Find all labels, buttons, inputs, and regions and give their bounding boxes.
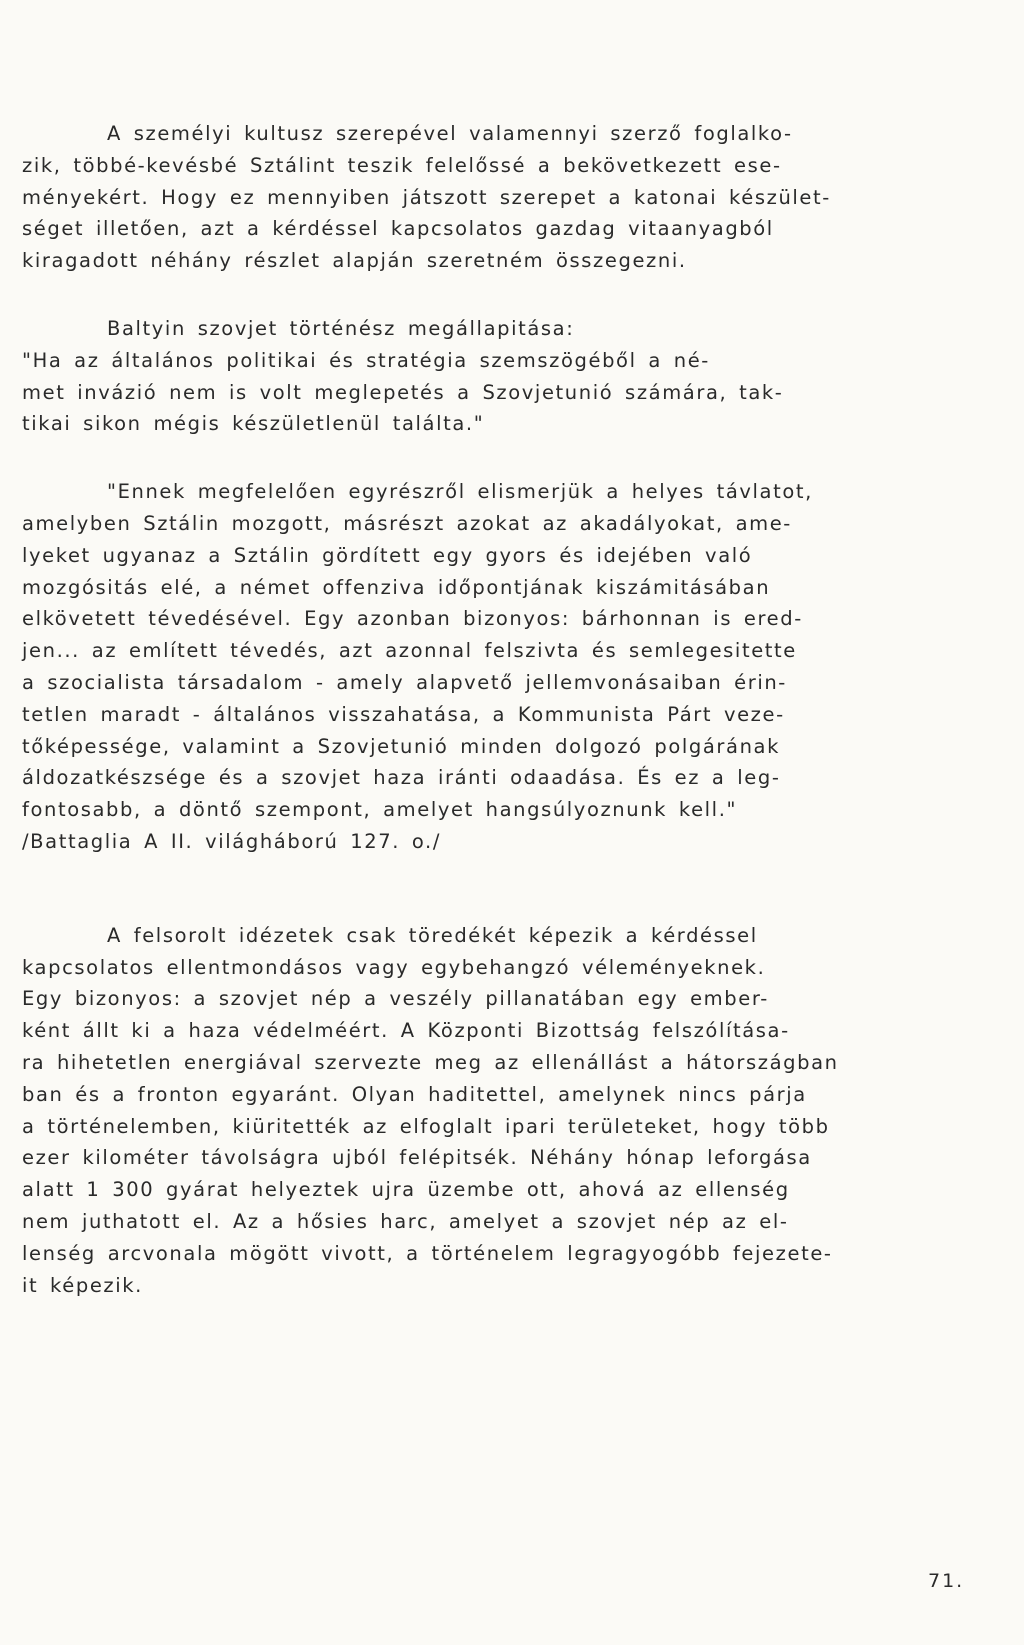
paragraph-2	[22, 313, 1000, 440]
text-line: tőképessége, valamint a Szovjetunió minden dolgozó polgárának	[22, 734, 780, 758]
text-line: zik, többé-kevésbé Sztálint teszik felelőssé a bekövetkezett ese-	[22, 153, 782, 177]
text-line: ezer kilométer távolságra ujból felépitsék. Néhány hónap leforgása	[22, 1146, 812, 1170]
text-line: alatt 1 300 gyárat helyeztek ujra üzembe ott, ahová az ellenség	[22, 1178, 790, 1202]
text-line: fontosabb, a döntő szempont, amelyet hangsúlyoznunk kell."	[22, 798, 738, 822]
text-line: it képezik.	[22, 1273, 143, 1297]
text-line: A felsorolt idézetek csak töredékét képezik a kérdéssel	[107, 923, 758, 947]
text-line: elkövetett tévedésével. Egy azonban bizonyos: bárhonnan is ered-	[22, 607, 803, 631]
text-line: a szocialista társadalom - amely alapvető jellemvonásaiban érin-	[22, 670, 787, 694]
text-line: met invázió nem is volt meglepetés a Szovjetunió számára, tak-	[22, 380, 784, 404]
text-line: amelyben Sztálin mozgott, másrészt azokat az akadályokat, ame-	[22, 511, 792, 535]
page-number: 71.	[928, 1570, 965, 1592]
text-line: kapcsolatos ellentmondásos vagy egybehangzó véleményeknek.	[22, 955, 766, 979]
text-line: ra hihetetlen energiával szervezte meg az ellenállást a hátországban	[22, 1050, 839, 1074]
paragraph-4	[22, 920, 1000, 1302]
text-line: Egy bizonyos: a szovjet nép a veszély pillanatában egy ember-	[22, 987, 769, 1011]
text-line: áldozatkészsége és a szovjet haza iránti odaadása. És ez a leg-	[22, 766, 781, 790]
citation: /Battaglia A II. világháború 127. o./	[22, 829, 442, 853]
text-line: "Ha az általános politikai és stratégia szemszögéből a né-	[22, 348, 710, 372]
text-line: tikai sikon mégis készületlenül találta."	[22, 412, 485, 436]
text-line: tetlen maradt - általános visszahatása, a Kommunista Párt veze-	[22, 702, 785, 726]
text-line: séget illetően, azt a kérdéssel kapcsolatos gazdag vitaanyagból	[22, 217, 774, 241]
paragraph-1	[22, 118, 1000, 277]
text-line: mozgósitás elé, a német offenziva időpontjának kiszámitásában	[22, 575, 771, 599]
text-line: ként állt ki a haza védelméért. A Központi Bizottság felszólítása-	[22, 1019, 790, 1043]
text-line: "Ennek megfelelően egyrészről elismerjük a helyes távlatot,	[107, 480, 813, 504]
text-line: lenség arcvonala mögött vivott, a történelem legragyogóbb fejezete-	[22, 1241, 833, 1265]
text-line: A személyi kultusz szerepével valamennyi szerző foglalko-	[107, 122, 793, 145]
text-line: lyeket ugyanaz a Sztálin gördített egy gyors és idejében való	[22, 543, 753, 567]
text-line: jen... az említett tévedés, azt azonnal felszivta és semlegesitette	[22, 639, 797, 663]
text-line: Baltyin szovjet történész megállapitása:	[107, 316, 575, 340]
text-line: kiragadott néhány részlet alapján szeretném összegezni.	[22, 249, 687, 273]
text-line: a történelemben, kiüritették az elfoglalt ipari területeket, hogy több	[22, 1114, 830, 1138]
text-line: nem juthatott el. Az a hősies harc, amelyet a szovjet nép az el-	[22, 1209, 789, 1233]
text-line: ményekért. Hogy ez mennyiben játszott szerepet a katonai készület-	[22, 185, 831, 209]
text-line: ban és a fronton egyaránt. Olyan haditettel, amelynek nincs párja	[22, 1082, 807, 1106]
paragraph-3	[22, 476, 1000, 858]
